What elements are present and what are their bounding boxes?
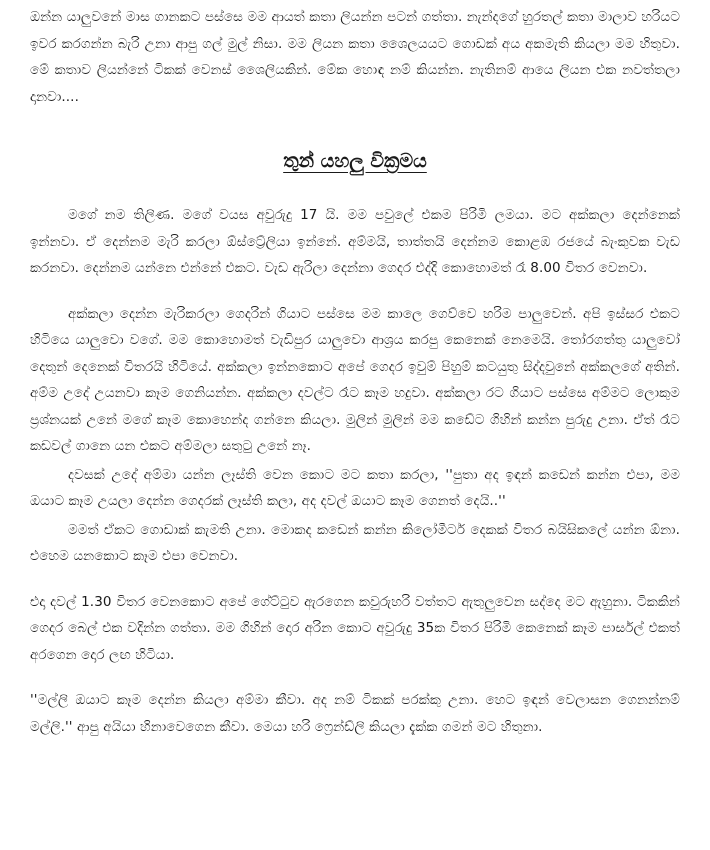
story-paragraph-4: මමත් ඒකට ගොඩාක් කැමති උනා. මොකද කඩෙන් කන්න කිලෝමීටර් දෙකක් විතර බයිසිකලේ යන්න ඕනා. එහෙම යනකොට කෑම එපා වෙනවා. xyxy=(30,521,680,564)
story-paragraph-5: එදා දවල් 1.30 විතර වෙනකොට අපේ ගේට්ටුව ඇරගෙන කවුරුහරි වත්තට ඇතුලුවෙන සද්දෙ මට ඇහුනා. ටිකකින් ගෙදර බෙල් එක වදින්න ගත්තා. මම ගිහින් දොර අරින කොට අවුරුදු 35ක විතර පිරිමි කෙනෙක් කෑම පාර්සල් එකත් අරගෙන දොර ලඟ හිටියා. xyxy=(30,593,680,663)
story-paragraph-1: මගේ නම තිලිණ. මගේ වයස අවුරුදු 17 යි. මම පවුලේ එකම පිරිමි ලමයා. මට අක්කලා දෙන්නෙක් ඉන්නවා. ඒ දෙන්නම මැරි කරලා ඕස්ට්‍රේලියා ඉන්නේ. අම්මයි, තාත්තයි දෙන්නම කොළඹ රජයේ බැංකුවක වැඩ කරනවා. දෙන්නම යන්නෙ එන්නේ එකට. වැඩ ඇරිලා දෙන්නා ගෙදර එද්දි කොහොමත් රෑ 8.00 විතර වෙනවා. xyxy=(30,207,680,276)
story-paragraph-2: අක්කලා දෙන්න මැරිකරලා ගෙදරින් ගියාට පස්සෙ මම කාලෙ ගෙව්වෙ හරිම පාලුවෙන්. අපි ඉස්සර එකට හිටියෙ යාලුවො වගේ. මම කොහොමත් වැඩිපුර යාලුවො ආශ්‍රය කරපු කෙනෙක් නෙමෙයි. තෝරගත්තු යාලුවෝ දෙතුන් දෙනෙක් විතරයි හිටියේ. අක්කලා ඉන්නකොට අපේ ගෙදර ඉවුම් පිහුම් කටයුතු සිද්දවුනේ අක්කලගේ අතින්. අම්ම උදේ උයනවා කෑම ගෙනියන්න. අක්කලා දවල්ට රෑට කෑම හදුවා. අක්කලා රට ගියාට පස්සෙ අම්මට ලොකුම ප්‍රශ්නයක් උනේ මගේ කෑම කොහෙන්ද ගන්නෙ කියලා. මුලින් මුලින් මම කඩේට ගිහින් කන්න පුරුදු උනා. ඒත් රෑට කඩවල් ගානෙ යන එකට අම්මලා සතුටු උනේ නෑ. xyxy=(30,305,680,454)
intro-paragraph: ඔන්න යාලුවනේ මාස ගානකට පස්සෙ මම ආයත් කතා ලියන්න පටන් ගත්තා. නැන්දගේ හුරතල් කතා මාලාව හරියට ඉවර කරගන්න බැරි උනා ආපු ගල් මුල් නිසා. මම ලියන කතා ශෛලයයට ගොඩක් අය අකමැති කියලා මම හිතුවා. මේ කතාව ලියන්නේ ටිකක් වෙනස් ශෛලියකින්. මේක හොඳ නම් කියන්න. නැතිනම් ආයෙ ලියන එක නවත්තලා දානවා.... xyxy=(30,9,680,105)
story-paragraph-6: ''මල්ලි ඔයාට කෑම දෙන්න කියලා අම්මා කීවා. අද නම් ටිකක් පරක්කු උනා. හෙට ඉඳන් වෙලාසන ගෙනන්නම් මල්ලි.'' ආපු අයියා හිනාවෙගෙන කීවා. මෙයා හරි ෆ්‍රෙන්ඩ්ලි කියලා දැක්ක ගමන් මට හිතුනා. xyxy=(30,692,680,735)
story-title: තුන් යහලු වික්‍රමය xyxy=(283,150,427,172)
story-paragraph-3: දවසක් උදේ අම්මා යන්න ලෑස්ති වෙන කොට මට කතා කරලා, ''පුතා අද ඉඳන් කඩෙන් කන්න එපා, මම ඔයාට කෑම උයලා දෙන්න ගෙදරක් ලෑස්ති කලා, අද දවල් ඔයාට කෑම ගෙනත් දෙයි..'' xyxy=(30,466,680,509)
